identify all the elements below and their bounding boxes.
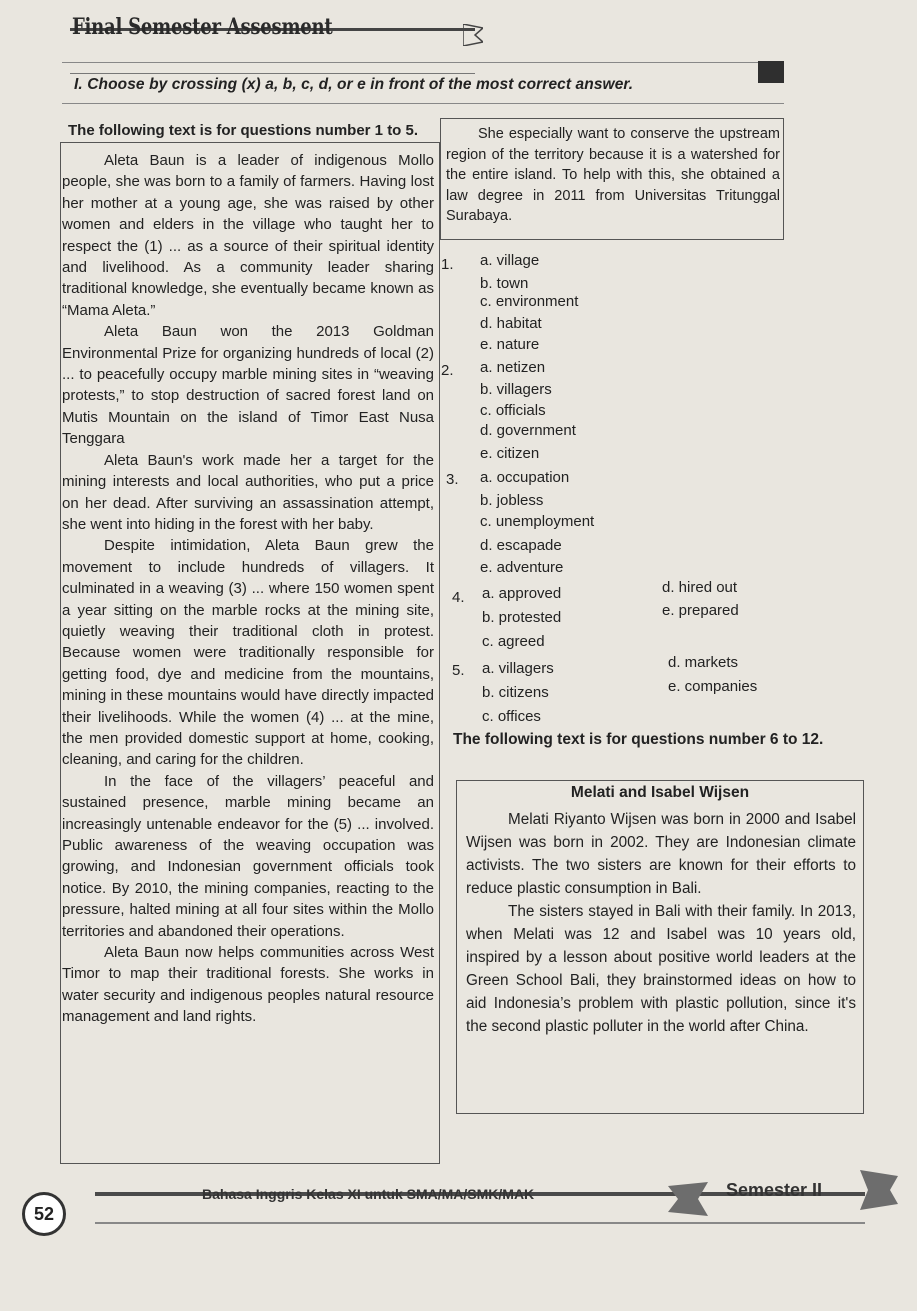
question-4-option-c[interactable]: c. agreed bbox=[482, 633, 545, 650]
question-5-option-b[interactable]: b. citizens bbox=[482, 684, 549, 701]
question-3-option-e[interactable]: e. adventure bbox=[480, 559, 564, 576]
question-3-option-b[interactable]: b. jobless bbox=[480, 492, 544, 509]
question-3-option-d[interactable]: d. escapade bbox=[480, 537, 562, 554]
question-1-option-a[interactable]: a. village bbox=[480, 252, 540, 269]
passage1-right-text bbox=[446, 124, 780, 227]
question-2-option-c[interactable]: c. officials bbox=[480, 402, 546, 419]
question-3-number: 3. bbox=[446, 471, 459, 488]
question-1-option-b[interactable]: b. town bbox=[480, 275, 529, 292]
footer-book-title: Bahasa Inggris Kelas XI untuk SMA/MA/SMK/MAK bbox=[202, 1186, 535, 1202]
question-1-option-d[interactable]: d. habitat bbox=[480, 315, 542, 332]
question-2-option-b[interactable]: b. villagers bbox=[480, 381, 552, 398]
passage2-title: Melati and Isabel Wijsen bbox=[570, 784, 750, 801]
instruction-text: I. Choose by crossing (x) a, b, c, d, or e in front of the most correct answer. bbox=[74, 76, 634, 93]
page-title: Final Semester Assesment bbox=[72, 14, 333, 40]
question-1-number: 1. bbox=[441, 256, 454, 273]
passage1-paragraph: Aleta Baun is a leader of indigenous Mollo people, she was born to a family of farmers. Having lost her mother at a young age, she was raised by other women and elders in the village who taught her to respect the (1) ... as a source of their spiritual identity and livelihood. As a community leader sharing traditional knowledge, she eventually became known as “Mama Aleta.” bbox=[62, 152, 434, 319]
footer-ribbon-right-icon bbox=[860, 1170, 898, 1210]
question-5-option-a[interactable]: a. villagers bbox=[482, 660, 554, 677]
question-3-option-c[interactable]: c. unemployment bbox=[480, 513, 595, 530]
question-3-option-a[interactable]: a. occupation bbox=[480, 469, 570, 486]
question-5-option-e[interactable]: e. companies bbox=[668, 678, 758, 695]
passage1-paragraph: Aleta Baun now helps communities across West Timor to map their traditional forests. She works in water security and indigenous peoples natural resource management and land rights. bbox=[62, 944, 434, 1026]
passage1-left-text bbox=[62, 150, 434, 1028]
passage2-paragraph: Melati Riyanto Wijsen was born in 2000 and Isabel Wijsen was born in 2002. They are Indonesian climate activists. The two sisters are known for their efforts to reduce plastic consumption in Bali. bbox=[466, 811, 856, 897]
passage1-paragraph: Aleta Baun's work made her a target for the mining interests and local authorities, who put a price on her dead. After surviving an assassination attempt, she went into hiding in the forest with her baby. bbox=[62, 451, 434, 533]
passage-intro-1-5: The following text is for questions number 1 to 5. bbox=[68, 122, 419, 139]
passage1-paragraph: In the face of the villagers’ peaceful and sustained presence, marble mining became an increasingly untenable endeavor for the (5) ... involved. Public awareness of the weaving occupation was growing, and Indonesian government officials took notice. By 2010, the mining companies, reacting to the pressure, halted mining at all four sites within the Mollo territories and abandoned their operations. bbox=[62, 772, 434, 940]
passage2-text bbox=[466, 808, 856, 1038]
question-5-option-c[interactable]: c. offices bbox=[482, 708, 541, 725]
question-2-option-a[interactable]: a. netizen bbox=[480, 359, 546, 376]
question-4-option-b[interactable]: b. protested bbox=[482, 609, 562, 626]
passage1-paragraph: Aleta Baun won the 2013 Goldman Environmental Prize for organizing hundreds of local (2) ... to peacefully occupy marble mining sites in “weaving protests,” to stop destruction of sacred forest land on Mutis Mountain on the island of Timor East Nusa Tenggara bbox=[62, 323, 434, 448]
question-1-option-e[interactable]: e. nature bbox=[480, 336, 540, 353]
passage1-right-paragraph: She especially want to conserve the upstream region of the territory because it is a watershed for the entire island. To help with this, she obtained a law degree in 2011 from Universitas Tritunggal Surabaya. bbox=[446, 126, 780, 224]
question-4-option-e[interactable]: e. prepared bbox=[662, 602, 739, 619]
footer-ribbon-left-icon bbox=[668, 1182, 708, 1216]
question-4-number: 4. bbox=[452, 589, 465, 606]
question-2-option-e[interactable]: e. citizen bbox=[480, 445, 540, 462]
question-4-option-a[interactable]: a. approved bbox=[482, 585, 562, 602]
question-5-number: 5. bbox=[452, 662, 465, 679]
question-2-number: 2. bbox=[441, 362, 454, 379]
passage1-paragraph: Despite intimidation, Aleta Baun grew the movement to include hundreds of villagers. It culminated in a weaving (3) ... where 150 women spent a year sitting on the marble rocks at the mining site, quietly weaving their traditional cloth in protest. Because women were traditionally responsible for getting food, dye and medicine from the mountains, mining in these mountains would have directly impacted their livelihoods. While the women (4) ... at the mine, the men provided domestic support at home, cooking, cleaning, and caring for the children. bbox=[62, 537, 434, 769]
question-5-option-d[interactable]: d. markets bbox=[668, 654, 739, 671]
passage-intro-6-12: The following text is for questions number 6 to 12. bbox=[453, 731, 824, 748]
question-4-option-d[interactable]: d. hired out bbox=[662, 579, 738, 596]
banner-flag-decoration bbox=[463, 24, 483, 46]
question-1-option-c[interactable]: c. environment bbox=[480, 293, 579, 310]
passage2-paragraph: The sisters stayed in Bali with their family. In 2013, when Melati was 12 and Isabel was 10 years old, inspired by a lesson about positive world leaders at the Green School Bali, they brainstormed ideas on how to aid Indonesia’s problem with plastic pollution, since it's the second plastic polluter in the world after China. bbox=[466, 903, 856, 1035]
footer-semester: Semester II bbox=[726, 1180, 823, 1200]
question-2-option-d[interactable]: d. government bbox=[480, 422, 576, 439]
page-number: 52 bbox=[22, 1192, 66, 1236]
